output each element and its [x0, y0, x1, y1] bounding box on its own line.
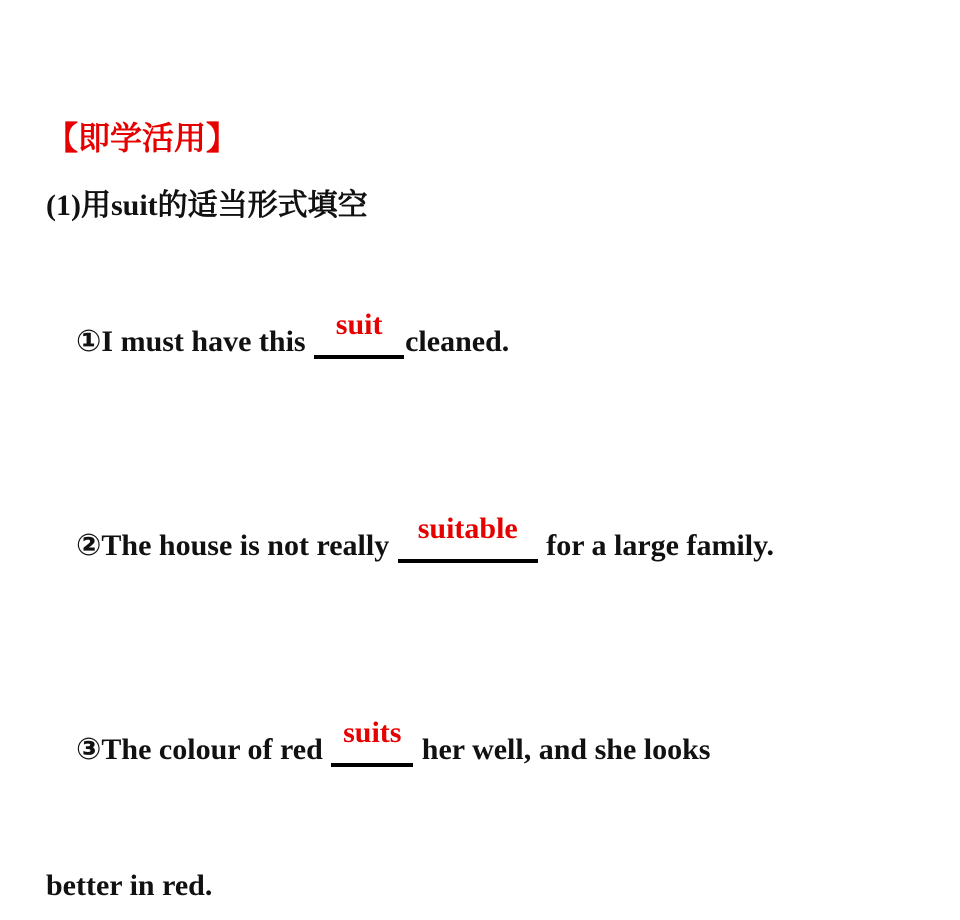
instruction-line: (1)用suit的适当形式填空: [46, 189, 368, 222]
exercise-line-2: [46, 444, 930, 648]
exercise-line-3-continuation: better in red.: [46, 869, 213, 902]
fill-in-blank: [314, 308, 404, 359]
answer-text: suits: [343, 716, 402, 749]
fill-in-blank: [398, 512, 538, 563]
exercise-text-before: The house is not really: [101, 529, 397, 562]
answer-text: suit: [335, 308, 383, 341]
section-heading: 【即学活用】: [46, 120, 239, 156]
exercise-number: ①: [76, 324, 102, 359]
exercise-number: ③: [76, 732, 102, 767]
exercise-text-after: for a large family.: [538, 529, 774, 562]
exercise-text-after: her well, and she looks: [414, 733, 711, 766]
exercise-text-before: The colour of red: [101, 733, 331, 766]
exercise-text-after: cleaned.: [405, 325, 510, 358]
answer-text: suitable: [417, 512, 518, 545]
exercise-line-3: [46, 648, 930, 852]
exercise-text-before: I must have this: [101, 325, 314, 358]
exercise-number: ②: [76, 528, 102, 563]
fill-in-blank: [331, 716, 413, 767]
exercise-line-1: [46, 240, 930, 444]
